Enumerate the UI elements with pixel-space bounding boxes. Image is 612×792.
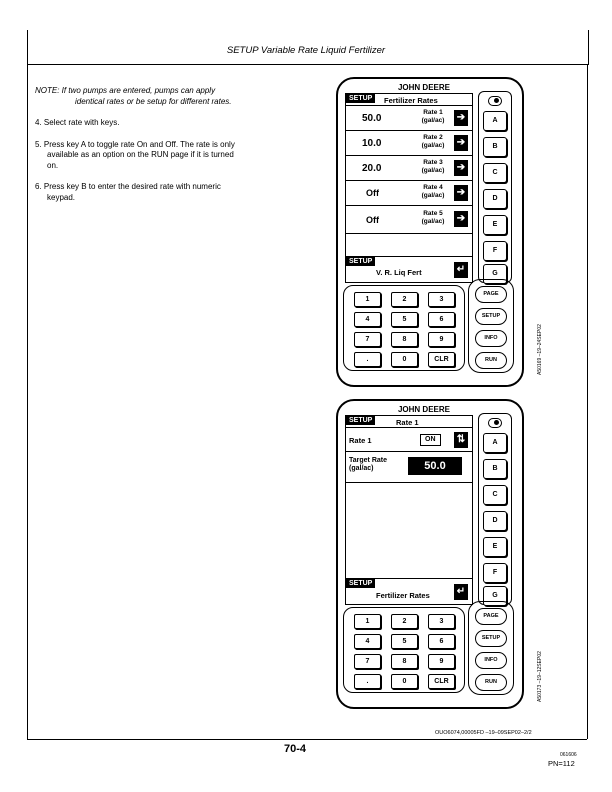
screen-title: Rate 1 [396, 418, 419, 427]
key-g[interactable]: G [483, 586, 507, 606]
key-8[interactable]: 8 [391, 332, 418, 347]
pn-number: PN=112 [548, 759, 575, 768]
mode-key-column [468, 279, 514, 373]
rate-row-5[interactable] [346, 205, 472, 234]
contrast-toggle-icon[interactable] [488, 96, 502, 106]
toggle-cycle-icon[interactable]: ⇅ [454, 432, 468, 448]
key-6[interactable]: 6 [428, 634, 455, 649]
rate-row-1[interactable] [346, 105, 472, 131]
rate-label: Rate 3 (gal/ac) [421, 159, 445, 174]
key-8[interactable]: 8 [391, 654, 418, 669]
rate-toggle-row[interactable] [346, 427, 472, 452]
right-arrow-icon[interactable]: ➔ [454, 211, 468, 227]
footer-setup-tag: SETUP [346, 257, 375, 266]
key-f[interactable]: F [483, 241, 507, 261]
numeric-keypad [343, 607, 465, 693]
rate-value: 20.0 [362, 163, 382, 174]
step-6-line-2: keypad. [47, 192, 76, 202]
key-0[interactable]: 0 [391, 674, 418, 689]
rate-row-3[interactable] [346, 155, 472, 181]
mode-key-column [468, 601, 514, 695]
step-5-line-3: on. [47, 160, 59, 170]
right-arrow-icon[interactable]: ➔ [454, 110, 468, 126]
rate-label: Rate 4 (gal/ac) [421, 184, 445, 199]
empty-row [346, 233, 472, 257]
key-a[interactable]: A [483, 433, 507, 453]
small-code: 061606 [560, 752, 577, 758]
right-border [587, 64, 588, 739]
key-7[interactable]: 7 [354, 332, 381, 347]
key-0[interactable]: 0 [391, 352, 418, 367]
target-rate-value[interactable]: 50.0 [408, 457, 462, 475]
key-c[interactable]: C [483, 163, 507, 183]
page-button[interactable]: PAGE [475, 286, 507, 303]
setup-tag: SETUP [346, 94, 375, 103]
key-c[interactable]: C [483, 485, 507, 505]
key-e[interactable]: E [483, 215, 507, 235]
step-5-line-1: 5. Press key A to toggle rate On and Off. The rate is only [35, 139, 235, 149]
rate-label: Rate 2 (gal/ac) [421, 134, 445, 149]
note-line-1: NOTE: If two pumps are entered, pumps can apply [35, 86, 216, 95]
step-5-line-2: available as an option on the RUN page if it is turned [47, 150, 234, 159]
key-a[interactable]: A [483, 111, 507, 131]
target-rate-label: Target Rate (gal/ac) [349, 457, 387, 472]
rate-value: Off [366, 188, 379, 198]
key-g[interactable]: G [483, 264, 507, 284]
rate-value: 50.0 [362, 113, 382, 124]
brand-label: JOHN DEERE [397, 83, 450, 92]
info-button[interactable]: INFO [475, 330, 507, 347]
display-device-1 [336, 77, 524, 387]
contrast-toggle-icon[interactable] [488, 418, 502, 428]
run-button[interactable]: RUN [475, 352, 507, 369]
left-border [27, 64, 28, 739]
right-arrow-icon[interactable]: ➔ [454, 185, 468, 201]
footer-rule [27, 739, 587, 740]
step-6-line-1: 6. Press key B to enter the desired rate with numeric [35, 182, 221, 191]
step-5 [35, 140, 305, 172]
screen-1 [345, 93, 473, 283]
setup-button[interactable]: SETUP [475, 308, 507, 325]
key-clr[interactable]: CLR [428, 352, 455, 367]
footer-row[interactable] [346, 578, 472, 605]
key-5[interactable]: 5 [391, 312, 418, 327]
step-6 [35, 182, 305, 203]
footer-label: V. R. Liq Fert [376, 268, 422, 277]
key-9[interactable]: 9 [428, 654, 455, 669]
setup-tag: SETUP [346, 416, 375, 425]
brand-label: JOHN DEERE [397, 405, 450, 414]
key-b[interactable]: B [483, 137, 507, 157]
key-clr[interactable]: CLR [428, 674, 455, 689]
key-6[interactable]: 6 [428, 312, 455, 327]
key-f[interactable]: F [483, 563, 507, 583]
key-5[interactable]: 5 [391, 634, 418, 649]
rate-label: Rate 5 (gal/ac) [421, 210, 445, 225]
screen-2 [345, 415, 473, 605]
key-2[interactable]: 2 [391, 292, 418, 307]
instructions [35, 86, 305, 203]
page-number: 70-4 [284, 743, 307, 755]
rate-state-badge: ON [420, 434, 441, 446]
key-b[interactable]: B [483, 459, 507, 479]
footer-setup-tag: SETUP [346, 579, 375, 588]
key-d[interactable]: D [483, 511, 507, 531]
key-decimal[interactable]: . [354, 352, 381, 367]
key-1[interactable]: 1 [354, 292, 381, 307]
key-3[interactable]: 3 [428, 292, 455, 307]
key-e[interactable]: E [483, 537, 507, 557]
page-button[interactable]: PAGE [475, 608, 507, 625]
header-rule [27, 64, 587, 65]
step-4 [35, 118, 305, 129]
numeric-keypad [343, 285, 465, 371]
key-7[interactable]: 7 [354, 654, 381, 669]
key-9[interactable]: 9 [428, 332, 455, 347]
footer-label: Fertilizer Rates [376, 591, 430, 600]
target-rate-row[interactable] [346, 451, 472, 483]
return-arrow-icon[interactable]: ↵ [454, 262, 468, 278]
rate-row-4[interactable] [346, 180, 472, 206]
key-2[interactable]: 2 [391, 614, 418, 629]
display-device-2 [336, 399, 524, 709]
right-arrow-icon[interactable]: ➔ [454, 160, 468, 176]
key-decimal[interactable]: . [354, 674, 381, 689]
section-title: SETUP Variable Rate Liquid Fertilizer [226, 45, 386, 56]
run-button[interactable]: RUN [475, 674, 507, 691]
return-arrow-icon[interactable]: ↵ [454, 584, 468, 600]
note [35, 86, 305, 107]
doc-code: OUO6074,00005FD –19–09SEP02–2/2 [435, 730, 532, 736]
step-4-text: 4. Select rate with keys. [35, 118, 120, 127]
right-arrow-icon[interactable]: ➔ [454, 135, 468, 151]
rate-value: Off [366, 215, 379, 225]
rate-label: Rate 1 (gal/ac) [421, 109, 445, 124]
screen-title: Fertilizer Rates [384, 96, 438, 105]
key-4[interactable]: 4 [354, 312, 381, 327]
key-d[interactable]: D [483, 189, 507, 209]
footer-row[interactable] [346, 256, 472, 283]
figure-id-1: A50169 –19–24SEP02 [537, 324, 543, 375]
rate-label: Rate 1 [349, 436, 372, 445]
info-button[interactable]: INFO [475, 652, 507, 669]
side-key-column [478, 91, 512, 283]
rate-row-2[interactable] [346, 130, 472, 156]
note-line-2: identical rates or be setup for different rates. [75, 96, 232, 106]
setup-button[interactable]: SETUP [475, 630, 507, 647]
figure-id-2: A50173 –19–12SEP02 [537, 651, 543, 702]
rate-value: 10.0 [362, 138, 382, 149]
key-1[interactable]: 1 [354, 614, 381, 629]
key-3[interactable]: 3 [428, 614, 455, 629]
side-key-column [478, 413, 512, 605]
key-4[interactable]: 4 [354, 634, 381, 649]
